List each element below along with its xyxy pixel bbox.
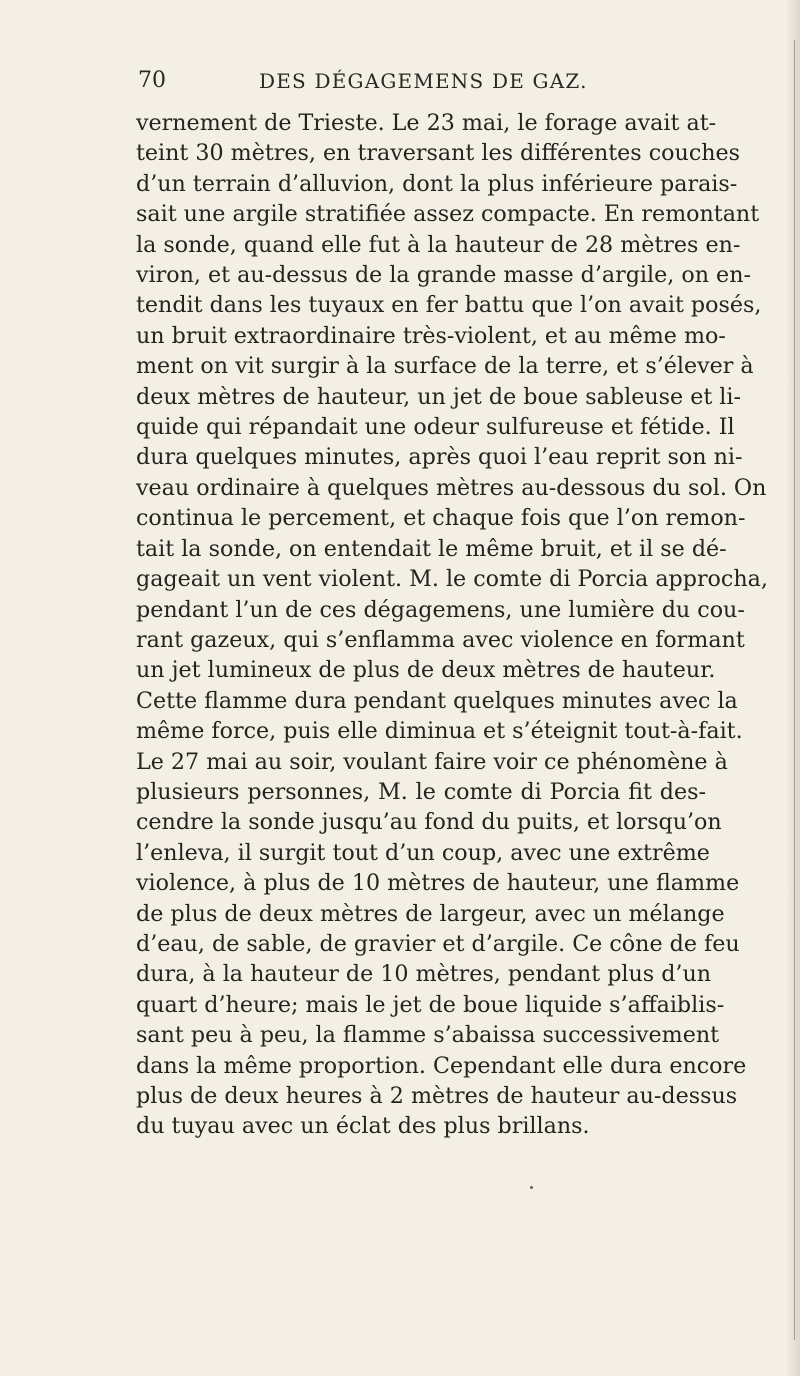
text-line: viron, et au-dessus de la grande masse d’argile, on en- bbox=[136, 262, 751, 289]
text-line: plusieurs personnes, M. le comte di Porcia fit des- bbox=[136, 778, 706, 805]
text-line: sait une argile stratifiée assez compacte. En remontant bbox=[136, 201, 760, 228]
text-line: tendit dans les tuyaux en fer battu que l’on avait posés, bbox=[136, 292, 762, 319]
text-line: Cette flamme dura pendant quelques minutes avec la bbox=[136, 687, 738, 714]
text-line: sant peu à peu, la flamme s’abaissa successivement bbox=[136, 1022, 720, 1049]
text-line: dans la même proportion. Cependant elle dura encore bbox=[136, 1052, 747, 1079]
text-line: un bruit extraordinaire très-violent, et au même mo- bbox=[136, 322, 726, 349]
text-line: veau ordinaire à quelques mètres au-dessous du sol. On bbox=[136, 474, 767, 501]
text-line: du tuyau avec un éclat des plus brillans. bbox=[136, 1113, 590, 1140]
text-line: la sonde, quand elle fut à la hauteur de 28 mètres en- bbox=[136, 231, 741, 258]
text-line: Le 27 mai au soir, voulant faire voir ce phénomène à bbox=[136, 748, 728, 775]
text-line: vernement de Trieste. Le 23 mai, le forage avait at- bbox=[136, 110, 717, 136]
text-line: quide qui répandait une odeur sulfureuse et fétide. Il bbox=[136, 414, 735, 441]
text-line: gageait un vent violent. M. le comte di Porcia approcha, bbox=[136, 566, 768, 593]
text-line: ment on vit surgir à la surface de la terre, et s’élever à bbox=[136, 353, 754, 380]
text-line: d’un terrain d’alluvion, dont la plus inférieure parais- bbox=[136, 170, 738, 197]
running-head: DES DÉGAGEMENS DE GAZ. bbox=[259, 69, 588, 93]
text-line: un jet lumineux de plus de deux mètres de hauteur. bbox=[136, 657, 716, 684]
text-line: teint 30 mètres, en traversant les différentes couches bbox=[136, 140, 741, 167]
page-number: 70 bbox=[138, 68, 166, 93]
text-line: d’eau, de sable, de gravier et d’argile. Ce cône de feu bbox=[136, 930, 740, 957]
text-line: l’enleva, il surgit tout d’un coup, avec une extrême bbox=[136, 839, 710, 866]
text-line: rant gazeux, qui s’enflamma avec violence en formant bbox=[136, 626, 745, 653]
text-line: plus de deux heures à 2 mètres de hauteur au-dessus bbox=[136, 1083, 738, 1109]
text-line: violence, à plus de 10 mètres de hauteur, une flamme bbox=[136, 870, 740, 897]
text-line: dura quelques minutes, après quoi l’eau reprit son ni- bbox=[136, 444, 743, 471]
page-header bbox=[0, 68, 800, 100]
text-line: pendant l’un de ces dégagemens, une lumière du cou- bbox=[136, 596, 745, 623]
text-line: tait la sonde, on entendait le même bruit, et il se dé- bbox=[136, 535, 727, 562]
text-line: de plus de deux mètres de largeur, avec un mélange bbox=[136, 900, 725, 927]
paper-speck bbox=[530, 1186, 533, 1189]
text-line: même force, puis elle diminua et s’éteignit tout-à-fait. bbox=[136, 718, 743, 745]
text-line: dura, à la hauteur de 10 mètres, pendant plus d’un bbox=[136, 961, 712, 988]
text-line: deux mètres de hauteur, un jet de boue sableuse et li- bbox=[136, 383, 741, 410]
text-line: quart d’heure; mais le jet de boue liquide s’affaiblis- bbox=[136, 991, 725, 1018]
body-paragraph bbox=[136, 108, 768, 1142]
page-edge-shadow bbox=[786, 0, 800, 1376]
text-line: continua le percement, et chaque fois que l’on remon- bbox=[136, 505, 746, 532]
text-line: cendre la sonde jusqu’au fond du puits, et lorsqu’on bbox=[136, 809, 722, 836]
